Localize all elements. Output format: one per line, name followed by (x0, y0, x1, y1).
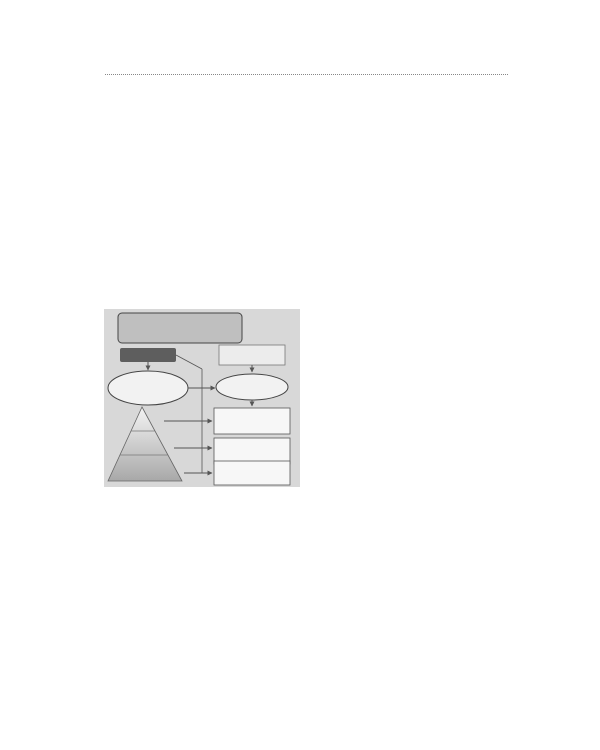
spaces-ellipse (108, 371, 188, 405)
title-box (118, 313, 242, 343)
box-mental-subspaces (214, 438, 290, 464)
running-header (105, 50, 508, 75)
theaters-of-war-box (120, 348, 176, 362)
theaters-military-box (219, 345, 285, 365)
war-diagram-figure (104, 309, 300, 487)
box-physical-subspaces (214, 461, 290, 485)
box-spiritual-subspaces (214, 408, 290, 434)
subspaces-ellipse (216, 374, 288, 400)
